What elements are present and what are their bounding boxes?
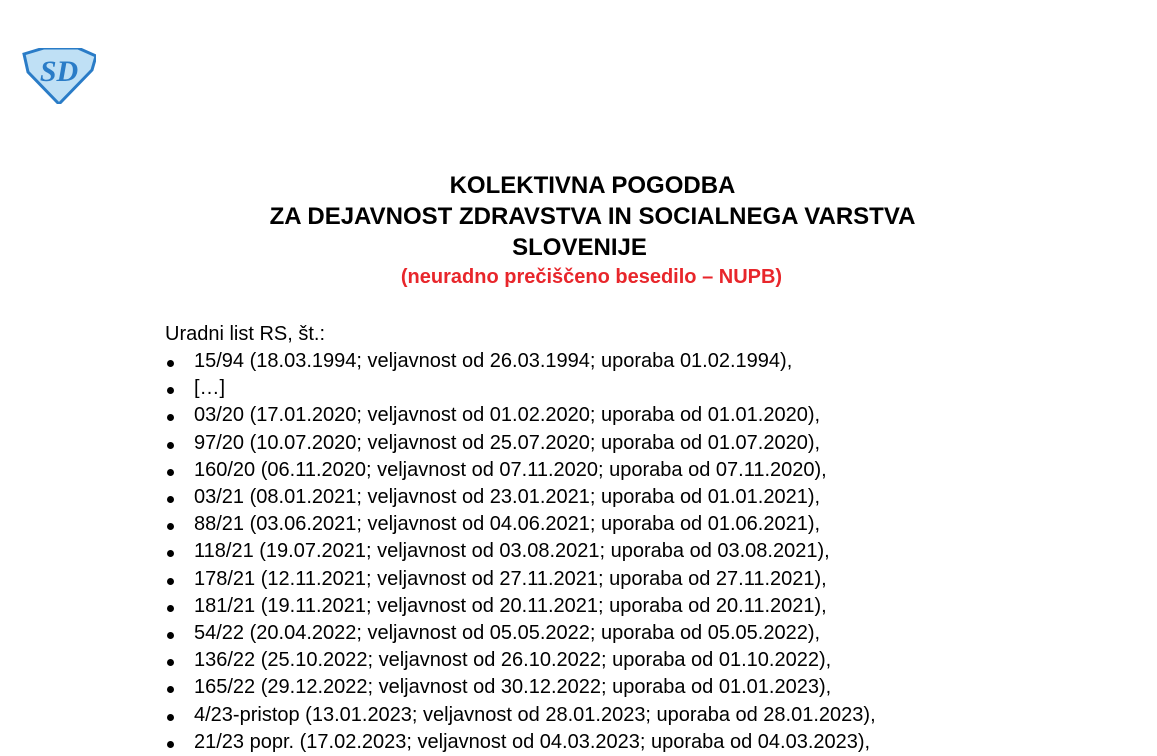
bullet-icon [167,496,174,503]
gazette-entry [165,348,876,375]
gazette-entry [165,593,876,620]
gazette-entry [165,511,876,538]
gazette-entry-text: 160/20 (06.11.2020; veljavnost od 07.11.2020; uporaba od 07.11.2020), [194,458,827,481]
gazette-entry [165,620,876,647]
bullet-icon [167,469,174,476]
bullet-icon [167,414,174,421]
gazette-entry-text: 97/20 (10.07.2020; veljavnost od 25.07.2020; uporaba od 01.07.2020), [194,431,821,454]
document-subtitle: (neuradno prečiščeno besedilo – NUPB) [400,266,783,288]
gazette-entry [165,566,876,593]
gazette-entry [165,702,876,729]
gazette-entry-text: 15/94 (18.03.1994; veljavnost od 26.03.1994; uporaba 01.02.1994), [194,350,793,372]
bullet-icon [167,442,174,449]
gazette-entry [165,647,876,674]
gazette-entries-list [165,348,876,756]
gazette-entry-text: 118/21 (19.07.2021; veljavnost od 03.08.2021; uporaba od 03.08.2021), [194,540,830,563]
gazette-entry [165,375,876,402]
gazette-section [165,320,876,756]
document-title-line-1: KOLEKTIVNA POGODBA [449,172,736,199]
bullet-icon [167,523,174,530]
gazette-entry [165,674,876,701]
bullet-icon [167,387,174,394]
gazette-entry-text: 54/22 (20.04.2022; veljavnost od 05.05.2022; uporaba od 05.05.2022), [194,622,821,645]
document-title-line-3: SLOVENIJE [512,234,647,261]
gazette-entry-text: 136/22 (25.10.2022; veljavnost od 26.10.2022; uporaba od 01.10.2022), [194,649,832,672]
bullet-icon [167,686,174,693]
gazette-entry [165,402,876,429]
gazette-entry-text: 181/21 (19.11.2021; veljavnost od 20.11.2021; uporaba od 20.11.2021), [194,594,827,617]
bullet-icon [167,605,174,612]
gazette-entry [165,729,876,756]
gazette-entry [165,484,876,511]
gazette-entry [165,538,876,565]
gazette-entry-text: […] [194,377,226,400]
bullet-icon [167,632,174,639]
logo-text: SD [39,55,79,88]
bullet-icon [167,578,174,585]
gazette-entry [165,430,876,457]
gazette-entry-text: 88/21 (03.06.2021; veljavnost od 04.06.2021; uporaba od 01.06.2021), [194,513,821,536]
union-logo-icon [22,48,96,104]
bullet-icon [167,741,174,748]
gazette-entry-text: 03/21 (08.01.2021; veljavnost od 23.01.2021; uporaba od 01.01.2021), [194,486,821,509]
gazette-entry-text: 4/23-pristop (13.01.2023; veljavnost od 28.01.2023; uporaba od 28.01.2023), [194,703,876,726]
document-title-line-2: ZA DEJAVNOST ZDRAVSTVA IN SOCIALNEGA VARSTVA [269,203,916,230]
gazette-entry [165,457,876,484]
gazette-entry-text: 178/21 (12.11.2021; veljavnost od 27.11.2021; uporaba od 27.11.2021), [194,567,827,590]
document-title-block [0,170,1157,291]
bullet-icon [167,360,174,367]
gazette-label: Uradni list RS, št.: [165,323,326,345]
bullet-icon [167,550,174,557]
bullet-icon [167,659,174,666]
gazette-entry-text: 21/23 popr. (17.02.2023; veljavnost od 04.03.2023; uporaba od 04.03.2023), [194,730,871,753]
gazette-entry-text: 165/22 (29.12.2022; veljavnost od 30.12.2022; uporaba od 01.01.2023), [194,676,832,699]
gazette-entry-text: 03/20 (17.01.2020; veljavnost od 01.02.2020; uporaba od 01.01.2020), [194,404,821,427]
bullet-icon [167,714,174,721]
